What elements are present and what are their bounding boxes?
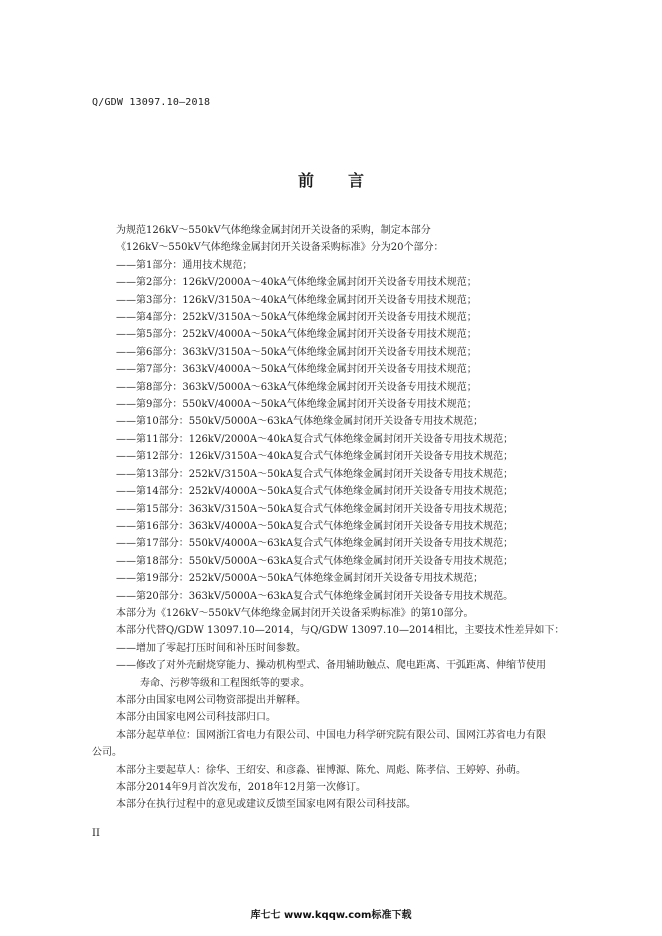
part-list-item: ——第12部分：126kV/3150A～40kA复合式气体绝缘金属封闭开关设备专用技术规范； <box>116 451 514 463</box>
title-char-2: 言 <box>348 171 365 190</box>
page-title <box>0 168 662 191</box>
part-list-item: ——第17部分：550kV/4000A～63kA复合式气体绝缘金属封闭开关设备专用技术规范； <box>116 538 514 550</box>
part-list-item: ——第10部分：550kV/5000A～63kA气体绝缘金属封闭开关设备专用技术规范； <box>116 416 484 428</box>
part-list-item: ——第1部分：通用技术规范； <box>116 259 253 271</box>
part-list-item: ——第8部分：363kV/5000A～63kA气体绝缘金属封闭开关设备专用技术规范； <box>116 381 477 393</box>
document-code: Q/GDW 13097.10—2018 <box>92 97 211 108</box>
drafting-units-continuation: 公司。 <box>92 747 122 759</box>
change-item-continuation: 寿命、污秽等级和工程图纸等的要求。 <box>140 677 310 689</box>
part-list-item: ——第20部分：363kV/5000A～63kA复合式气体绝缘金属封闭开关设备专用技术规范。 <box>116 590 514 602</box>
part-list-item: ——第14部分：252kV/4000A～50kA复合式气体绝缘金属封闭开关设备专用技术规范； <box>116 486 514 498</box>
part-list-item: ——第16部分：363kV/4000A～50kA复合式气体绝缘金属封闭开关设备专用技术规范； <box>116 520 514 532</box>
title-char-1: 前 <box>297 171 314 190</box>
part-list-item: ——第4部分：252kV/3150A～50kA气体绝缘金属封闭开关设备专用技术规范； <box>116 312 477 324</box>
part-list-item: ——第5部分：252kV/4000A～50kA气体绝缘金属封闭开关设备专用技术规范； <box>116 329 477 341</box>
part-list-item: ——第19部分：252kV/5000A～50kA气体绝缘金属封闭开关设备专用技术规范； <box>116 573 484 585</box>
part-list-item: ——第6部分：363kV/3150A～50kA气体绝缘金属封闭开关设备专用技术规范； <box>116 346 477 358</box>
part-list-item: ——第3部分：126kV/3150A～40kA气体绝缘金属封闭开关设备专用技术规范； <box>116 294 477 306</box>
intro-line-2: 《126kV～550kV气体绝缘金属封闭开关设备采购标准》分为20个部分： <box>116 242 444 254</box>
history-statement: 本部分2014年9月首次发布，2018年12月第一次修订。 <box>116 782 366 793</box>
change-item: ——增加了零起打压时间和补压时间参数。 <box>116 642 306 654</box>
footer-watermark: 库七七 www.kqqw.com标准下载 <box>250 910 412 921</box>
part-list-item: ——第7部分：363kV/4000A～50kA气体绝缘金属封闭开关设备专用技术规范； <box>116 364 477 376</box>
part-list-item: ——第9部分：550kV/4000A～50kA气体绝缘金属封闭开关设备专用技术规范； <box>116 399 477 411</box>
managed-statement: 本部分由国家电网公司科技部归口。 <box>116 712 276 724</box>
change-item: ——修改了对外壳耐烧穿能力、操动机构型式、备用辅助触点、爬电距离、干弧距离、伸缩节使用 <box>116 660 546 672</box>
part-list-item: ——第2部分：126kV/2000A～40kA气体绝缘金属封闭开关设备专用技术规范； <box>116 277 477 289</box>
drafters: 本部分主要起草人：徐华、王绍安、和彦淼、崔博源、陈允、周彪、陈孝信、王婷婷、孙萌。 <box>116 764 526 776</box>
feedback-statement: 本部分在执行过程中的意见或建议反馈至国家电网有限公司科技部。 <box>116 799 416 811</box>
part-list-item: ——第18部分：550kV/5000A～63kA复合式气体绝缘金属封闭开关设备专用技术规范； <box>116 555 514 567</box>
part-list-item: ——第13部分：252kV/3150A～50kA复合式气体绝缘金属封闭开关设备专用技术规范； <box>116 468 514 480</box>
this-part-statement: 本部分为《126kV～550kV气体绝缘金属封闭开关设备采购标准》的第10部分。 <box>116 607 474 619</box>
replaces-statement: 本部分代替Q/GDW 13097.10—2014，与Q/GDW 13097.10—2014相比，主要技术性差异如下： <box>116 625 565 637</box>
page-number: II <box>92 828 100 839</box>
part-list-item: ——第11部分：126kV/2000A～40kA复合式气体绝缘金属封闭开关设备专用技术规范； <box>116 433 514 445</box>
intro-line-1: 为规范126kV～550kV气体绝缘金属封闭开关设备的采购，制定本部分 <box>116 225 431 236</box>
proposed-statement: 本部分由国家电网公司物资部提出并解释。 <box>116 694 306 706</box>
foreword-body <box>92 222 592 814</box>
part-list-item: ——第15部分：363kV/3150A～50kA复合式气体绝缘金属封闭开关设备专用技术规范； <box>116 503 514 515</box>
drafting-units: 本部分起草单位：国网浙江省电力有限公司、中国电力科学研究院有限公司、国网江苏省电力有限 <box>116 729 546 741</box>
